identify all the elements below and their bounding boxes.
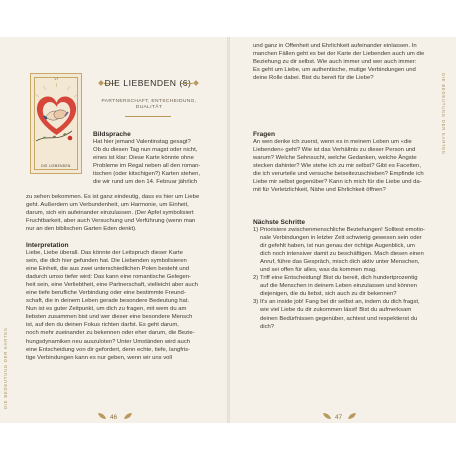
- left-page: [0, 37, 227, 423]
- text-line: Es geht um Liebe, um authentische, mutige Verbindungen und: [253, 67, 416, 74]
- text-line: Anruf, führe das Gespräch, misch dich aktiv unter Menschen,: [260, 259, 420, 266]
- section-heading: Nächste Schritte: [253, 219, 306, 226]
- list-number: 1): [253, 227, 259, 233]
- text-line: Liebe mir selbst gegenüber? Kann ich mich für die Liebe und da-: [253, 179, 422, 186]
- fragen-section: [253, 131, 433, 194]
- text-line: darum, sich ein aufeinander einzulassen. (Der Apfel symbolisiert: [26, 210, 194, 217]
- card-keywords: [96, 99, 202, 112]
- leaf-ornament-right-icon: [347, 412, 357, 420]
- section-heading: Fragen: [253, 131, 275, 138]
- list-number: 3): [253, 299, 259, 306]
- text-line: die ich verurteile und versuche beiseitezuschieben? Empfinde ich: [253, 171, 424, 178]
- list-item-text: [260, 226, 433, 274]
- text-line: ist, auf den du deinen Fokus richten darfst. Es geht darum,: [26, 322, 179, 329]
- text-line: deine Rolle dabei. Bist du bereit für die Liebe?: [253, 75, 374, 82]
- text-line: dadurch umso tiefer wird: Das kann eine romantische Gelegen-: [26, 274, 192, 281]
- text-line: tige Verbindungen kann es nur geben, wenn wir uns voll: [26, 354, 173, 361]
- continued-paragraph: [253, 42, 433, 82]
- text-line: Ob du diesen Tag nun magst oder nicht,: [93, 147, 198, 154]
- book-spread: [0, 37, 456, 423]
- leaf-ornament-right-icon: [123, 412, 133, 420]
- text-line: warum? Welche Sehnsucht, welche Gedanken, welche Ängste: [253, 155, 417, 162]
- title-rule-right: [181, 83, 193, 84]
- list-item: [253, 274, 433, 298]
- leaf-ornament-left-icon: [322, 412, 332, 420]
- section-heading: Interpretation: [26, 242, 69, 249]
- text-line: dich noch intensiver damit zu beschäftigen. Mach diesen einen: [260, 251, 424, 258]
- text-line: deinen Bedürfnissen gegenüber, achtest und respektierst du: [260, 315, 418, 322]
- leaf-ornament-left-icon: [97, 412, 107, 420]
- list-number: 2): [253, 275, 259, 282]
- paragraph: [253, 138, 433, 194]
- text-line: und sei offen für alles, was da kommen mag.: [260, 267, 377, 274]
- text-line: Probleme im Regal neben all den roman-: [93, 163, 201, 170]
- keyword-line: DUALITÄT: [135, 105, 163, 111]
- text-line: nur an den biblischen Garten Eden denkt).: [26, 226, 137, 233]
- numbered-list: [253, 226, 433, 331]
- card-name: DIE LIEBENDEN: [41, 164, 71, 168]
- text-line: hungsdynamiken neu auszuloten? Unter Umständen wird auch: [26, 338, 191, 345]
- text-line: Priorisiere zwischenmenschliche Beziehungen! Solltest emotio-: [260, 227, 426, 233]
- list-item-text: [260, 298, 433, 330]
- paragraph: [26, 249, 204, 362]
- right-page: [230, 37, 456, 423]
- list-item-text: [260, 274, 433, 298]
- list-item: [253, 298, 433, 330]
- text-line: An wen denke ich zuerst, wenn es in meinem Leben um «die: [253, 139, 412, 145]
- text-line: zu sehen bekommen. Es ist ganz eindeutig, dass es hier um Liebe: [26, 194, 200, 200]
- text-line: dich?: [260, 323, 275, 330]
- text-line: eine tiefe berufliche Verbindung oder eine bestimmte Freund-: [26, 290, 186, 297]
- text-line: liebsten zusammen bist und wer dieser eine besondere Mensch: [26, 314, 193, 321]
- text-line: mit für Verletzlichkeit, Nähe und Ehrlichkeit öffnen?: [253, 187, 386, 194]
- text-line: geht. Außerdem um Verbundenheit, um Harmonie, um Einheit,: [26, 202, 189, 209]
- card-title: DIE LIEBENDEN (6): [104, 78, 192, 88]
- right-side-label: DIE BEDEUTUNG DER KARTEN: [441, 73, 446, 155]
- page-number: 47: [335, 414, 343, 421]
- text-line: auf die Menschen in deinem Leben einzulassen und können: [260, 283, 417, 290]
- left-side-label: DIE BEDEUTUNG DER KARTEN: [3, 327, 8, 409]
- text-line: stecken dahinter? Wie stehe ich zu mir selbst? Gibt es Facetten,: [253, 163, 421, 170]
- naechste-schritte-section: [253, 219, 433, 331]
- text-line: und ganz in Offenheit und Ehrlichkeit aufeinander einlassen. In: [253, 43, 417, 49]
- text-line: tischen (oder kitschigen?) Karten stehen,: [93, 171, 201, 178]
- page-number: 46: [110, 414, 118, 421]
- text-line: schaft, die in deinem Leben gerade besondere Bedeutung hat.: [26, 298, 190, 305]
- interpretation-section: [26, 242, 204, 362]
- lovers-tarot-card-image: [30, 73, 82, 174]
- text-line: heit sein, eine Verliebtheit, eine Partnerschaft, vielleicht aber auch: [26, 282, 198, 289]
- text-line: sein, die dich hier gefunden hat. Die Liebenden symbolisieren: [26, 258, 187, 265]
- text-line: It's an inside job! Fang bei dir selbst an, indem du dich fragst,: [260, 299, 420, 306]
- text-line: dir gefehlt haben, ist nun genau der richtige Augenblick, um: [260, 243, 415, 250]
- text-line: Hat hier jemand Valentinstag gesagt?: [93, 139, 191, 145]
- apple: [68, 136, 73, 141]
- text-line: nale Verbindungen in letzter Zeit schwierig gewesen sein oder: [260, 235, 422, 242]
- text-line: Nun ist es guter Zeitpunkt, um dich zu fragen, mit wem du am: [26, 306, 187, 313]
- text-line: Liebenden» geht? Wie ist das Verhältnis zu dieser Person und: [253, 147, 416, 154]
- text-line: eine Einheit, die aus zwei unterschiedlichen Polen besteht und: [26, 266, 190, 273]
- keywords-divider: [125, 116, 171, 117]
- list-item: [253, 226, 433, 274]
- text-line: eines ist klar: Diese Karte könnte ohne: [93, 155, 194, 162]
- text-line: Liebe, Liebe überall. Das könnte der Leitspruch dieser Karte: [26, 250, 183, 256]
- text-line: Beziehung zu dir selbst. Wie auch immer und wer auch immer:: [253, 59, 417, 66]
- section-heading: Bildsprache: [93, 131, 131, 138]
- card-title-row: [93, 76, 203, 90]
- text-line: wie viel Liebe du dir zukommen lässt! Bist du aufmerksam: [260, 307, 412, 314]
- text-line: Fruchtbarkeit, aber auch Versuchung und Verführung (wenn man: [26, 218, 196, 225]
- text-line: manchen Fällen geht es bei der Karte der Liebenden auch um die: [253, 51, 425, 58]
- heart-hands-illustration: [34, 83, 79, 155]
- sun-rays: [35, 83, 78, 97]
- text-line: die wir rund um den 14. Februar jährlich: [93, 179, 198, 186]
- paragraph: [93, 138, 203, 186]
- text-line: eine Entscheidung von dir gefordert, denn echte, tiefe, langfris-: [26, 346, 191, 353]
- bildsprache-paragraph-continued: [26, 193, 204, 233]
- keyword-line: PARTNERSCHAFT, ENTSCHEIDUNG,: [101, 99, 197, 104]
- text-line: noch mehr zueinander zu bekennen oder eher darum, die Bezie-: [26, 330, 195, 337]
- text-line: Triff eine Entscheidung! Bist du bereit, dich hundertprozentig: [260, 275, 418, 282]
- text-line: diejenigen, die du liebst, sich auch zu dir bekennen?: [260, 291, 397, 298]
- card-number: VI: [54, 77, 58, 81]
- bildsprache-section: [93, 131, 203, 186]
